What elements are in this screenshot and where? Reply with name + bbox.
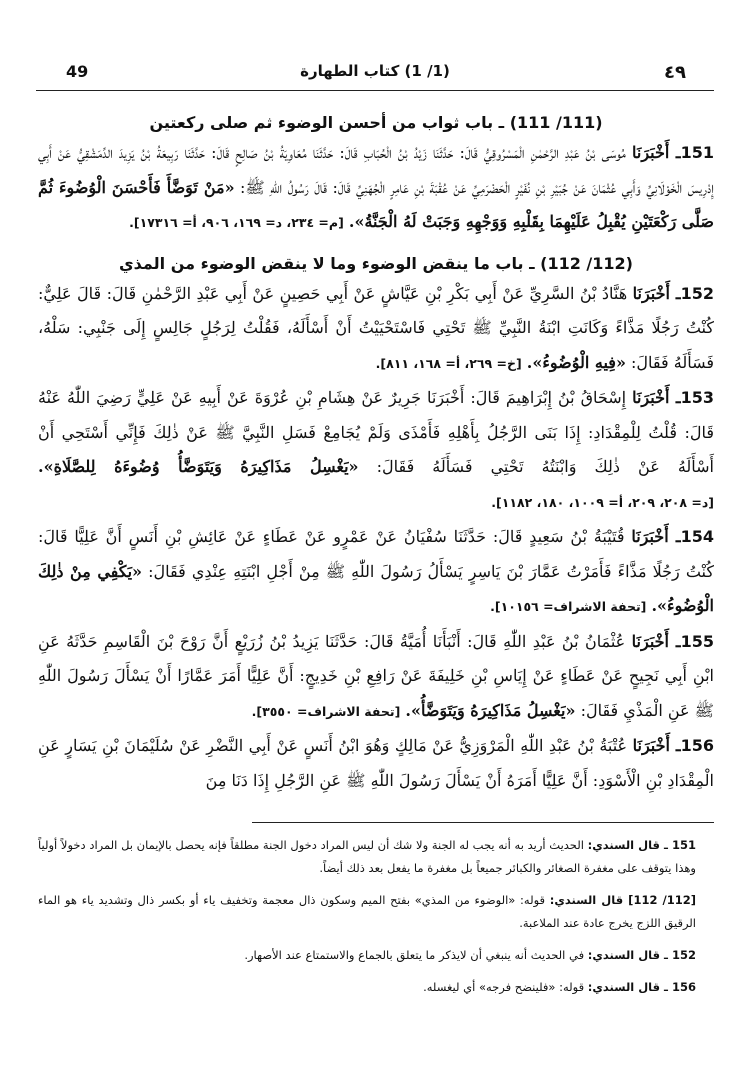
hadith-152 [38, 277, 714, 382]
footnote-label: 151 ـ قال السندي: [587, 838, 696, 852]
footnote-rule [252, 822, 714, 823]
footnote [38, 976, 696, 999]
hadith-quote: «يَكْفِي مِنْ ذٰلِكَ الْوُضُوءُ». [38, 561, 714, 615]
hadith-155 [38, 625, 714, 730]
footnote [38, 889, 696, 935]
hadith-number: 156 [680, 736, 715, 755]
footnote [38, 834, 696, 880]
page-number-latin: 49 [66, 62, 89, 81]
hadith-text: مُوسَى بْنُ عَبْدِ الرَّحْمٰنِ الْمَسْرُوقِيُّ قَالَ: حَدَّثَنَا زَيْدُ بْنُ الْحُبَابِ قَالَ: حَدَّثَنَا مُعَاوِيَةُ بْنُ صَالِحٍ قَالَ: حَدَّثَنَا رَبِيعَةُ بْنُ يَزِيدَ الدِّمَشْقِيُّ عَنْ أَبِي إِدْرِيسَ الْخَوْلَانِيِّ وَأَبِي عُثْمَانَ عَنْ جُبَيْرِ بْنِ نُفَيْرٍ الْحَضْرَمِيِّ عَنْ عُقْبَةَ بْنِ عَامِرٍ الْجُهَنِيِّ قَالَ: قَالَ رَسُولُ اللّٰهِ ﷺ: [38, 143, 715, 197]
hadith-reference: [د= ٢٠٨، ٢٠٩، أ= ١٠٠٩، ١٨٠، ١١٨٢]. [491, 494, 714, 510]
footnote-text: في الحديث أنه ينبغي أن لايذكر ما يتعلق بالجماع والاستمتاع عند الأصهار. [244, 948, 585, 962]
hadith-text: إِسْحَاقُ بْنُ إِبْرَاهِيمَ قَالَ: أَخْبَرَنَا جَرِيرٌ عَنْ هِشَامِ بْنِ عُرْوَةَ عَنْ أَبِيهِ عَنْ عَلِيٍّ رَضِيَ اللّٰهُ عَنْهُ قَالَ: قُلْتُ لِلْمِقْدَادِ: إِذَا بَنَى الرَّجُلُ بِأَهْلِهِ فَأَمْذَى وَلَمْ يُجَامِعْ فَسَلِ النَّبِيَّ ﷺ عَنْ ذٰلِكَ فَإِنِّي أَسْتَحِي أَنْ أَسْأَلَهُ عَنْ ذٰلِكَ وَابْنَتُهُ تَحْتِي فَسَأَلَهُ فَقَالَ: [38, 388, 714, 476]
hadith-reference: [تحفة الاشراف= ١٠١٥٦]. [490, 599, 647, 614]
hadith-text: هَنَّادُ بْنُ السَّرِيِّ عَنْ أَبِي بَكْرِ بْنِ عَيَّاشٍ عَنْ أَبِي حَصِينٍ عَنْ أَبِي عَبْدِ الرَّحْمٰنِ قَالَ: قَالَ عَلِيٌّ: كُنْتُ رَجُلًا مَذَّاءً وَكَانَتِ ابْنَةُ النَّبِيِّ ﷺ تَحْتِي فَاسْتَحْيَيْتُ أَنْ أَسْأَلَهُ، فَقُلْتُ لِرَجُلٍ جَالِسٍ إِلَى جَنْبِي: سَلْهُ، فَسَأَلَهُ فَقَالَ: [38, 283, 714, 372]
hadith-number: 155 [680, 631, 715, 651]
hadith-text: عُتْبَةُ بْنُ عَبْدِ اللّٰهِ الْمَرْوَزِيُّ عَنْ مَالِكٍ وَهُوَ ابْنُ أَنَسٍ عَنْ أَبِي النَّضْرِ عَنْ سُلَيْمَانَ بْنِ يَسَارٍ عَنِ الْمِقْدَادِ بْنِ الْأَسْوَدِ: أَنَّ عَلِيًّا أَمَرَهُ أَنْ يَسْأَلَ رَسُولَ اللّٰهِ ﷺ عَنِ الرَّجُلِ إِذَا دَنَا مِنَ [38, 736, 714, 790]
hadith-lead: ـ أَخْبَرَنَا [631, 527, 681, 546]
hadith-153 [38, 381, 714, 520]
running-title: (1/ 1) كتاب الطهارة [300, 62, 450, 80]
hadith-quote: «فِيهِ الْوُضُوءُ». [526, 352, 626, 372]
footnote-label: 156 ـ قال السندي: [587, 980, 696, 994]
chapter-heading: (112/ 112) ـ باب ما ينقض الوضوء وما لا ينقض الوضوء من المذي [119, 253, 633, 273]
footnote [38, 944, 696, 967]
footnote-label: [112/ 112] قال السندي: [549, 893, 697, 907]
hadith-lead: ـ أَخْبَرَنَا [632, 283, 681, 303]
chapter-heading: (111/ 111) ـ باب ثواب من أحسن الوضوء ثم صلى ركعتين [149, 113, 603, 132]
hadith-text: عُثْمَانُ بْنُ عَبْدِ اللّٰهِ قَالَ: أَنْبَأَنَا أُمَيَّةُ قَالَ: حَدَّثَنَا يَزِيدُ بْنُ زُرَيْعٍ أَنَّ رَوْحَ بْنَ الْقَاسِمِ حَدَّثَهُ عَنِ ابْنِ أَبِي نَجِيحٍ عَنْ عَطَاءٍ عَنْ إِيَاسِ بْنِ خَلِيفَةَ عَنْ رَافِعِ بْنِ خَدِيجٍ: أَنَّ عَلِيًّا أَمَرَ عَمَّارًا أَنْ يَسْأَلَ رَسُولَ اللّٰهِ ﷺ عَنِ الْمَذْيِ فَقَالَ: [38, 631, 715, 720]
hadith-lead: ـ أَخْبَرَنَا [632, 736, 681, 755]
hadith-quote: «مَنْ تَوَضَّأَ فَأَحْسَنَ الْوُضُوءَ ثُمَّ صَلَّى رَكْعَتَيْنِ يُقْبِلُ عَلَيْهِمَا بِقَلْبِهِ وَوَجْهِهِ وَجَبَتْ لَهُ الْجَنَّةُ». [38, 177, 714, 231]
hadith-number: 151 [680, 143, 715, 162]
footnote-text: قوله: «فلينضح فرجه» أي ليغسله. [423, 980, 585, 994]
main-text [38, 110, 714, 798]
hadith-text: قُتَيْبَةُ بْنُ سَعِيدٍ قَالَ: حَدَّثَنَا سُفْيَانُ عَنْ عَمْرٍو عَنْ عَطَاءٍ عَنْ عَائِشِ بْنِ أَنَسٍ أَنَّ عَلِيًّا قَالَ: كُنْتُ رَجُلًا مَذَّاءً فَأَمَرْتُ عَمَّارَ بْنَ يَاسِرٍ يَسْأَلُ رَسُولَ اللّٰهِ ﷺ مِنْ أَجْلِ ابْنَتِهِ عِنْدِي فَقَالَ: [38, 527, 715, 581]
hadith-156 [38, 729, 714, 798]
hadith-lead: ـ أَخْبَرَنَا [631, 631, 681, 651]
page-number-arabic: ٤٩ [664, 62, 686, 83]
hadith-151 [38, 136, 714, 241]
footnotes [38, 834, 696, 1008]
hadith-number: 152 [680, 283, 714, 303]
hadith-quote: «يَغْسِلُ مَذَاكِيرَهُ وَيَتَوَضَّأُ وُضُوءَهُ لِلصَّلَاةِ». [38, 457, 359, 476]
hadith-154 [38, 520, 714, 625]
hadith-reference: [تحفة الاشراف= ٣٥٥٠]. [251, 703, 401, 719]
footnote-text: الحديث أريد به أنه يجب له الجنة ولا شك أن ليس المراد دخول الجنة مطلقاً فإنه يحصل بالإيمان بل المراد دخولاً أولياً وهذا يتوقف على مغفرة الصغائر والكبائر جميعاً بل مغفرة ما يفعل بعد ذلك أيضاً. [38, 838, 696, 875]
footnote-label: 152 ـ قال السندي: [587, 948, 696, 962]
hadith-number: 154 [680, 527, 715, 546]
hadith-reference: [م= ٢٣٤، د= ١٦٩، ٩٠٦، أ= ١٧٣١٦]. [129, 215, 344, 230]
hadith-reference: [خ= ٢٦٩، أ= ١٦٨، ٨١١]. [375, 355, 522, 371]
hadith-lead: ـ أَخْبَرَنَا [632, 388, 681, 407]
header-rule [36, 90, 714, 91]
footnote-text: قوله: «الوضوء من المذي» بفتح الميم وسكون ذال معجمة وتخفيف ياء أو بكسر ذال وتشديد ياء هو الماء الرقيق اللزج يخرج عادة عند الملاعبة. [38, 893, 696, 930]
page-header [36, 56, 714, 90]
hadith-quote: «يَغْسِلُ مَذَاكِيرَهُ وَيَتَوَضَّأُ». [405, 700, 576, 720]
hadith-lead: ـ أَخْبَرَنَا [631, 143, 681, 162]
hadith-number: 153 [680, 388, 714, 407]
